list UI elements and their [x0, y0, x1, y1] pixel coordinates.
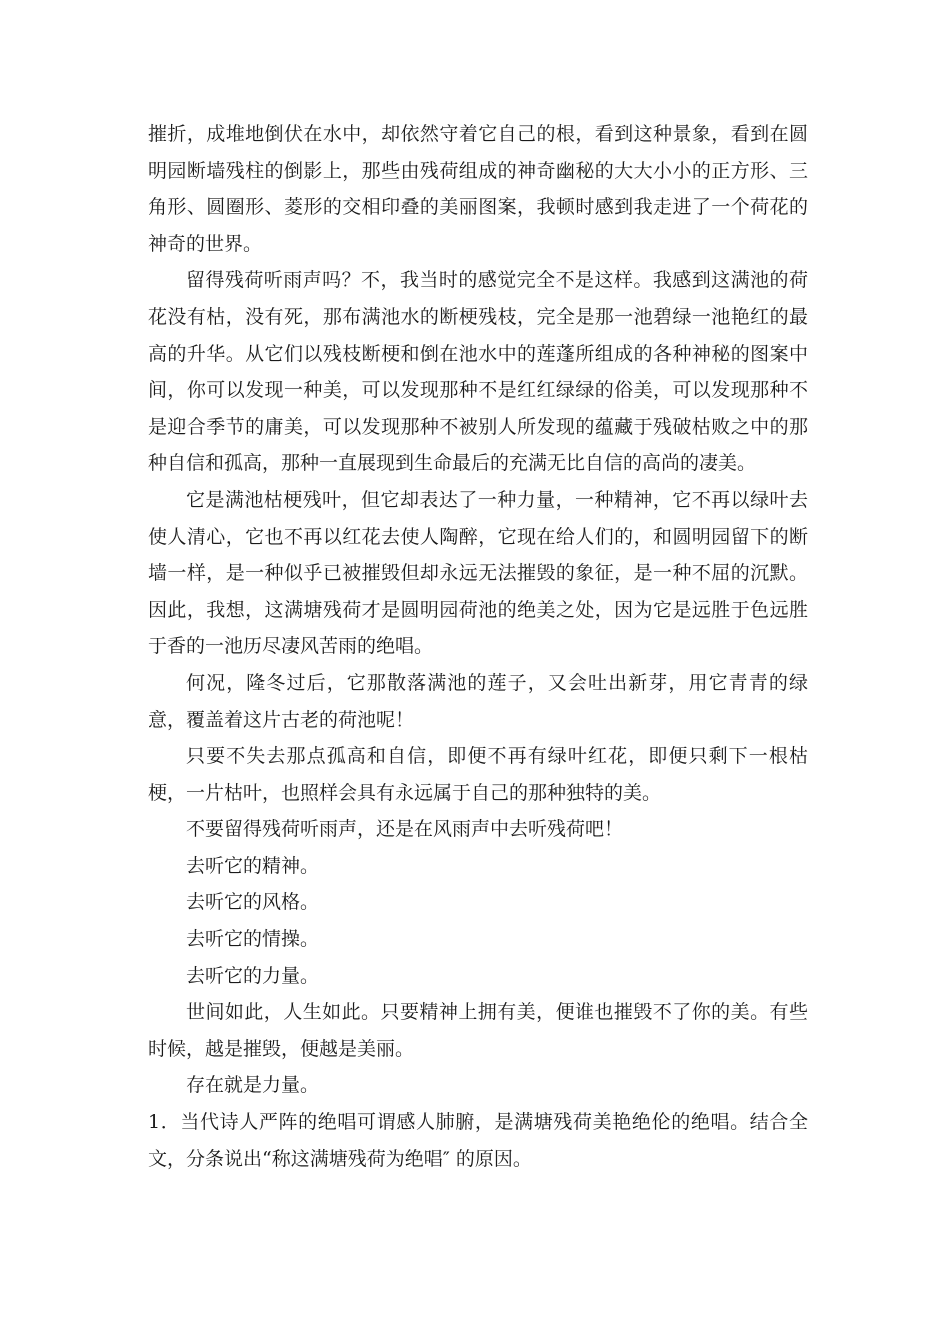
paragraph: 何况，隆冬过后，它那散落满池的莲子，又会吐出新芽，用它青青的绿意，覆盖着这片古老的荷池呢！ [148, 671, 808, 731]
paragraph: 去听它的力量。 [186, 964, 320, 987]
paragraph: 只要不失去那点孤高和自信，即便不再有绿叶红花，即便只剩下一根枯梗，一片枯叶，也照样会具有永远属于自己的那种独特的美。 [148, 745, 808, 804]
paragraph: 它是满池枯梗残叶，但它却表达了一种力量，一种精神，它不再以绿叶去使人清心，它也不再以红花去使人陶醉，它现在给人们的，和圆明园留下的断墙一样，是一种似乎已被摧毁但却永远无法摧毁的象征，是一种不屈的沉默。因此，我想，这满塘残荷才是圆明园荷池的绝美之处，因为它是远胜于色远胜于香的一池历尽凄风苦雨的绝唱。 [148, 488, 808, 658]
paragraph: 去听它的精神。 [186, 854, 320, 877]
paragraph: 去听它的情操。 [186, 928, 320, 951]
paragraph: 留得残荷听雨声吗？不，我当时的感觉完全不是这样。我感到这满池的荷花没有枯，没有死，那布满池水的断梗残枝，完全是那一池碧绿一池艳红的最高的升华。从它们以残枝断梗和倒在池水中的莲蓬所组成的各种神秘的图案中间，你可以发现一种美，可以发现那种不是红红绿绿的俗美，可以发现那种不是迎合季节的庸美，可以发现那种不被别人所发现的蕴藏于残破枯败之中的那种自信和孤高，那种一直展现到生命最后的充满无比自信的高尚的凄美。 [148, 269, 808, 475]
paragraph: 世间如此，人生如此。只要精神上拥有美，便谁也摧毁不了你的美。有些时候，越是摧毁，便越是美丽。 [148, 1001, 808, 1060]
paragraph: 去听它的风格。 [186, 891, 320, 914]
question-1: 1．当代诗人严阵的绝唱可谓感人肺腑，是满塘残荷美艳绝伦的绝唱。结合全文，分条说出“称这满塘残荷为绝唱″ 的原因。 [148, 1111, 808, 1170]
paragraph: 不要留得残荷听雨声，还是在风雨声中去听残荷吧！ [186, 818, 624, 841]
article-body [148, 116, 808, 1177]
paragraph: 存在就是力量。 [186, 1074, 320, 1097]
paragraph-continued: 摧折，成堆地倒伏在水中，却依然守着它自己的根，看到这种景象，看到在圆明园断墙残柱的倒影上，那些由残荷组成的神奇幽秘的大大小小的正方形、三角形、圆圈形、菱形的交相印叠的美丽图案，我顿时感到我走进了一个荷花的神奇的世界。 [148, 123, 808, 255]
